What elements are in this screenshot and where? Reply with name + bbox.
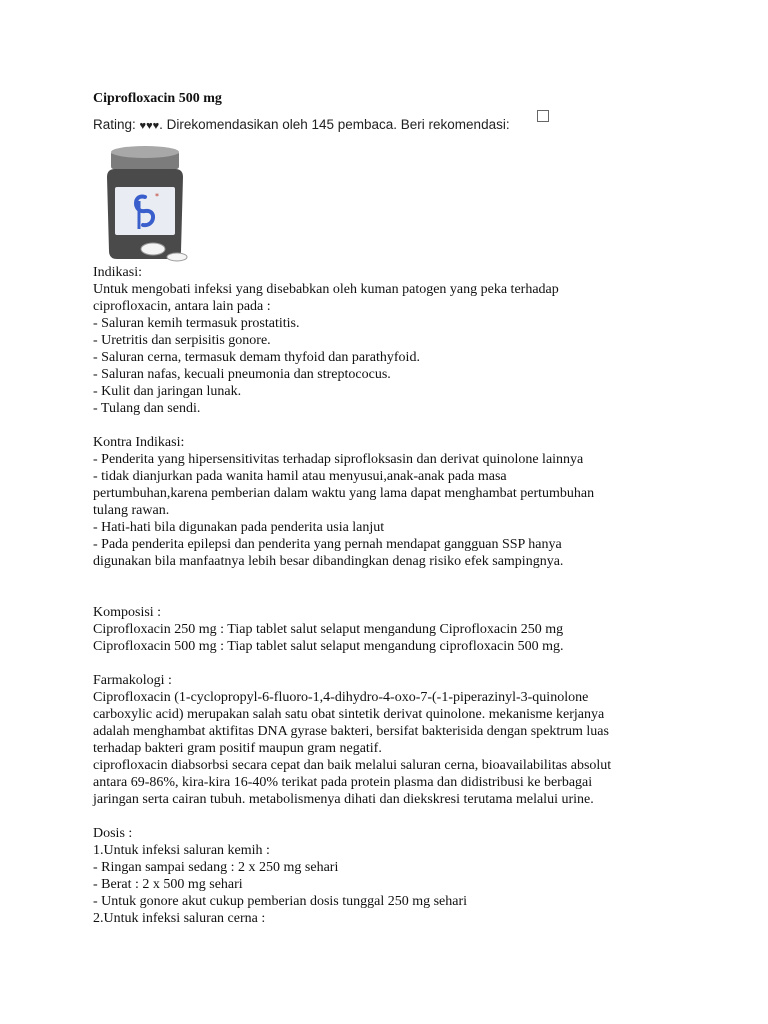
section-heading: Farmakologi : xyxy=(93,673,172,688)
text-line: - Kulit dan jaringan lunak. xyxy=(93,384,242,399)
text-line: adalah menghambat aktifitas DNA gyrase bakteri, bersifat bakterisida dengan spektrum luas xyxy=(93,724,609,739)
text-line: - Saluran kemih termasuk prostatitis. xyxy=(93,316,300,331)
section-gap xyxy=(93,587,693,604)
recommendation-text: . Direkomendasikan oleh 145 pembaca. Beri rekomendasi: xyxy=(159,117,510,132)
text-line: jaringan serta cairan tubuh. metabolismenya dihati dan diekskresi terutama melalui urine. xyxy=(93,792,594,807)
text-line: - Penderita yang hipersensitivitas terhadap siprofloksasin dan derivat quinolone lainnya xyxy=(93,452,584,467)
svg-text:*: * xyxy=(155,192,159,201)
text-line: - Saluran cerna, termasuk demam thyfoid dan parathyfoid. xyxy=(93,350,420,365)
text-line: - Untuk gonore akut cukup pemberian dosis tunggal 250 mg sehari xyxy=(93,894,468,909)
text-line: - Saluran nafas, kecuali pneumonia dan streptococus. xyxy=(93,367,391,382)
text-line: carboxylic acid) merupakan salah satu obat sintetik derivat quinolone. mekanisme kerjanya xyxy=(93,707,605,722)
section-heading: Kontra Indikasi: xyxy=(93,435,185,450)
medicine-bottle-icon xyxy=(93,143,193,268)
text-line: - Ringan sampai sedang : 2 x 250 mg sehari xyxy=(93,860,339,875)
text-line: - Pada penderita epilepsi dan penderita yang pernah mendapat gangguan SSP hanya xyxy=(93,537,562,552)
text-line: - Uretritis dan serpisitis gonore. xyxy=(93,333,271,348)
text-line: 2.Untuk infeksi saluran cerna : xyxy=(93,911,266,926)
text-line: Ciprofloxacin 250 mg : Tiap tablet salut selaput mengandung Ciprofloxacin 250 mg xyxy=(93,622,564,637)
rating-label: Rating: xyxy=(93,117,136,132)
text-line: Ciprofloxacin (1-cyclopropyl-6-fluoro-1,4-dihydro-4-oxo-7-(-1-piperazinyl-3-quinolone xyxy=(93,690,589,705)
recommend-checkbox[interactable] xyxy=(537,110,549,122)
section-gap xyxy=(93,808,693,825)
text-line: Untuk mengobati infeksi yang disebabkan oleh kuman patogen yang peka terhadap xyxy=(93,282,559,297)
text-line: digunakan bila manfaatnya lebih besar dibandingkan denag risiko efek sampingnya. xyxy=(93,554,564,569)
document-body xyxy=(93,264,693,927)
rating-hearts: ♥♥♥ xyxy=(139,120,160,132)
section-heading: Komposisi : xyxy=(93,605,162,620)
text-line: - tidak dianjurkan pada wanita hamil atau menyusui,anak-anak pada masa xyxy=(93,469,507,484)
section-gap xyxy=(93,417,693,434)
text-line: pertumbuhan,karena pemberian dalam waktu yang lama dapat menghambat pertumbuhan xyxy=(93,486,595,501)
page-title: Ciprofloxacin 500 mg xyxy=(93,91,222,106)
text-line: ciprofloxacin, antara lain pada : xyxy=(93,299,271,314)
text-line: - Berat : 2 x 500 mg sehari xyxy=(93,877,243,892)
text-line: - Hati-hati bila digunakan pada penderita usia lanjut xyxy=(93,520,385,535)
section-gap xyxy=(93,655,693,672)
section-heading: Dosis : xyxy=(93,826,133,841)
text-line: terhadap bakteri gram positif maupun gram negatif. xyxy=(93,741,382,756)
section-heading: Indikasi: xyxy=(93,265,142,280)
text-line: tulang rawan. xyxy=(93,503,170,518)
section-gap xyxy=(93,570,693,587)
text-line: antara 69-86%, kira-kira 16-40% terikat pada protein plasma dan didistribusi ke berbagai xyxy=(93,775,593,790)
text-line: 1.Untuk infeksi saluran kemih : xyxy=(93,843,270,858)
text-line: ciprofloxacin diabsorbsi secara cepat dan baik melalui saluran cerna, bioavailabilitas absolut xyxy=(93,758,612,773)
rating-line xyxy=(93,117,510,132)
text-line: Ciprofloxacin 500 mg : Tiap tablet salut selaput mengandung ciprofloxacin 500 mg. xyxy=(93,639,564,654)
text-line: - Tulang dan sendi. xyxy=(93,401,201,416)
